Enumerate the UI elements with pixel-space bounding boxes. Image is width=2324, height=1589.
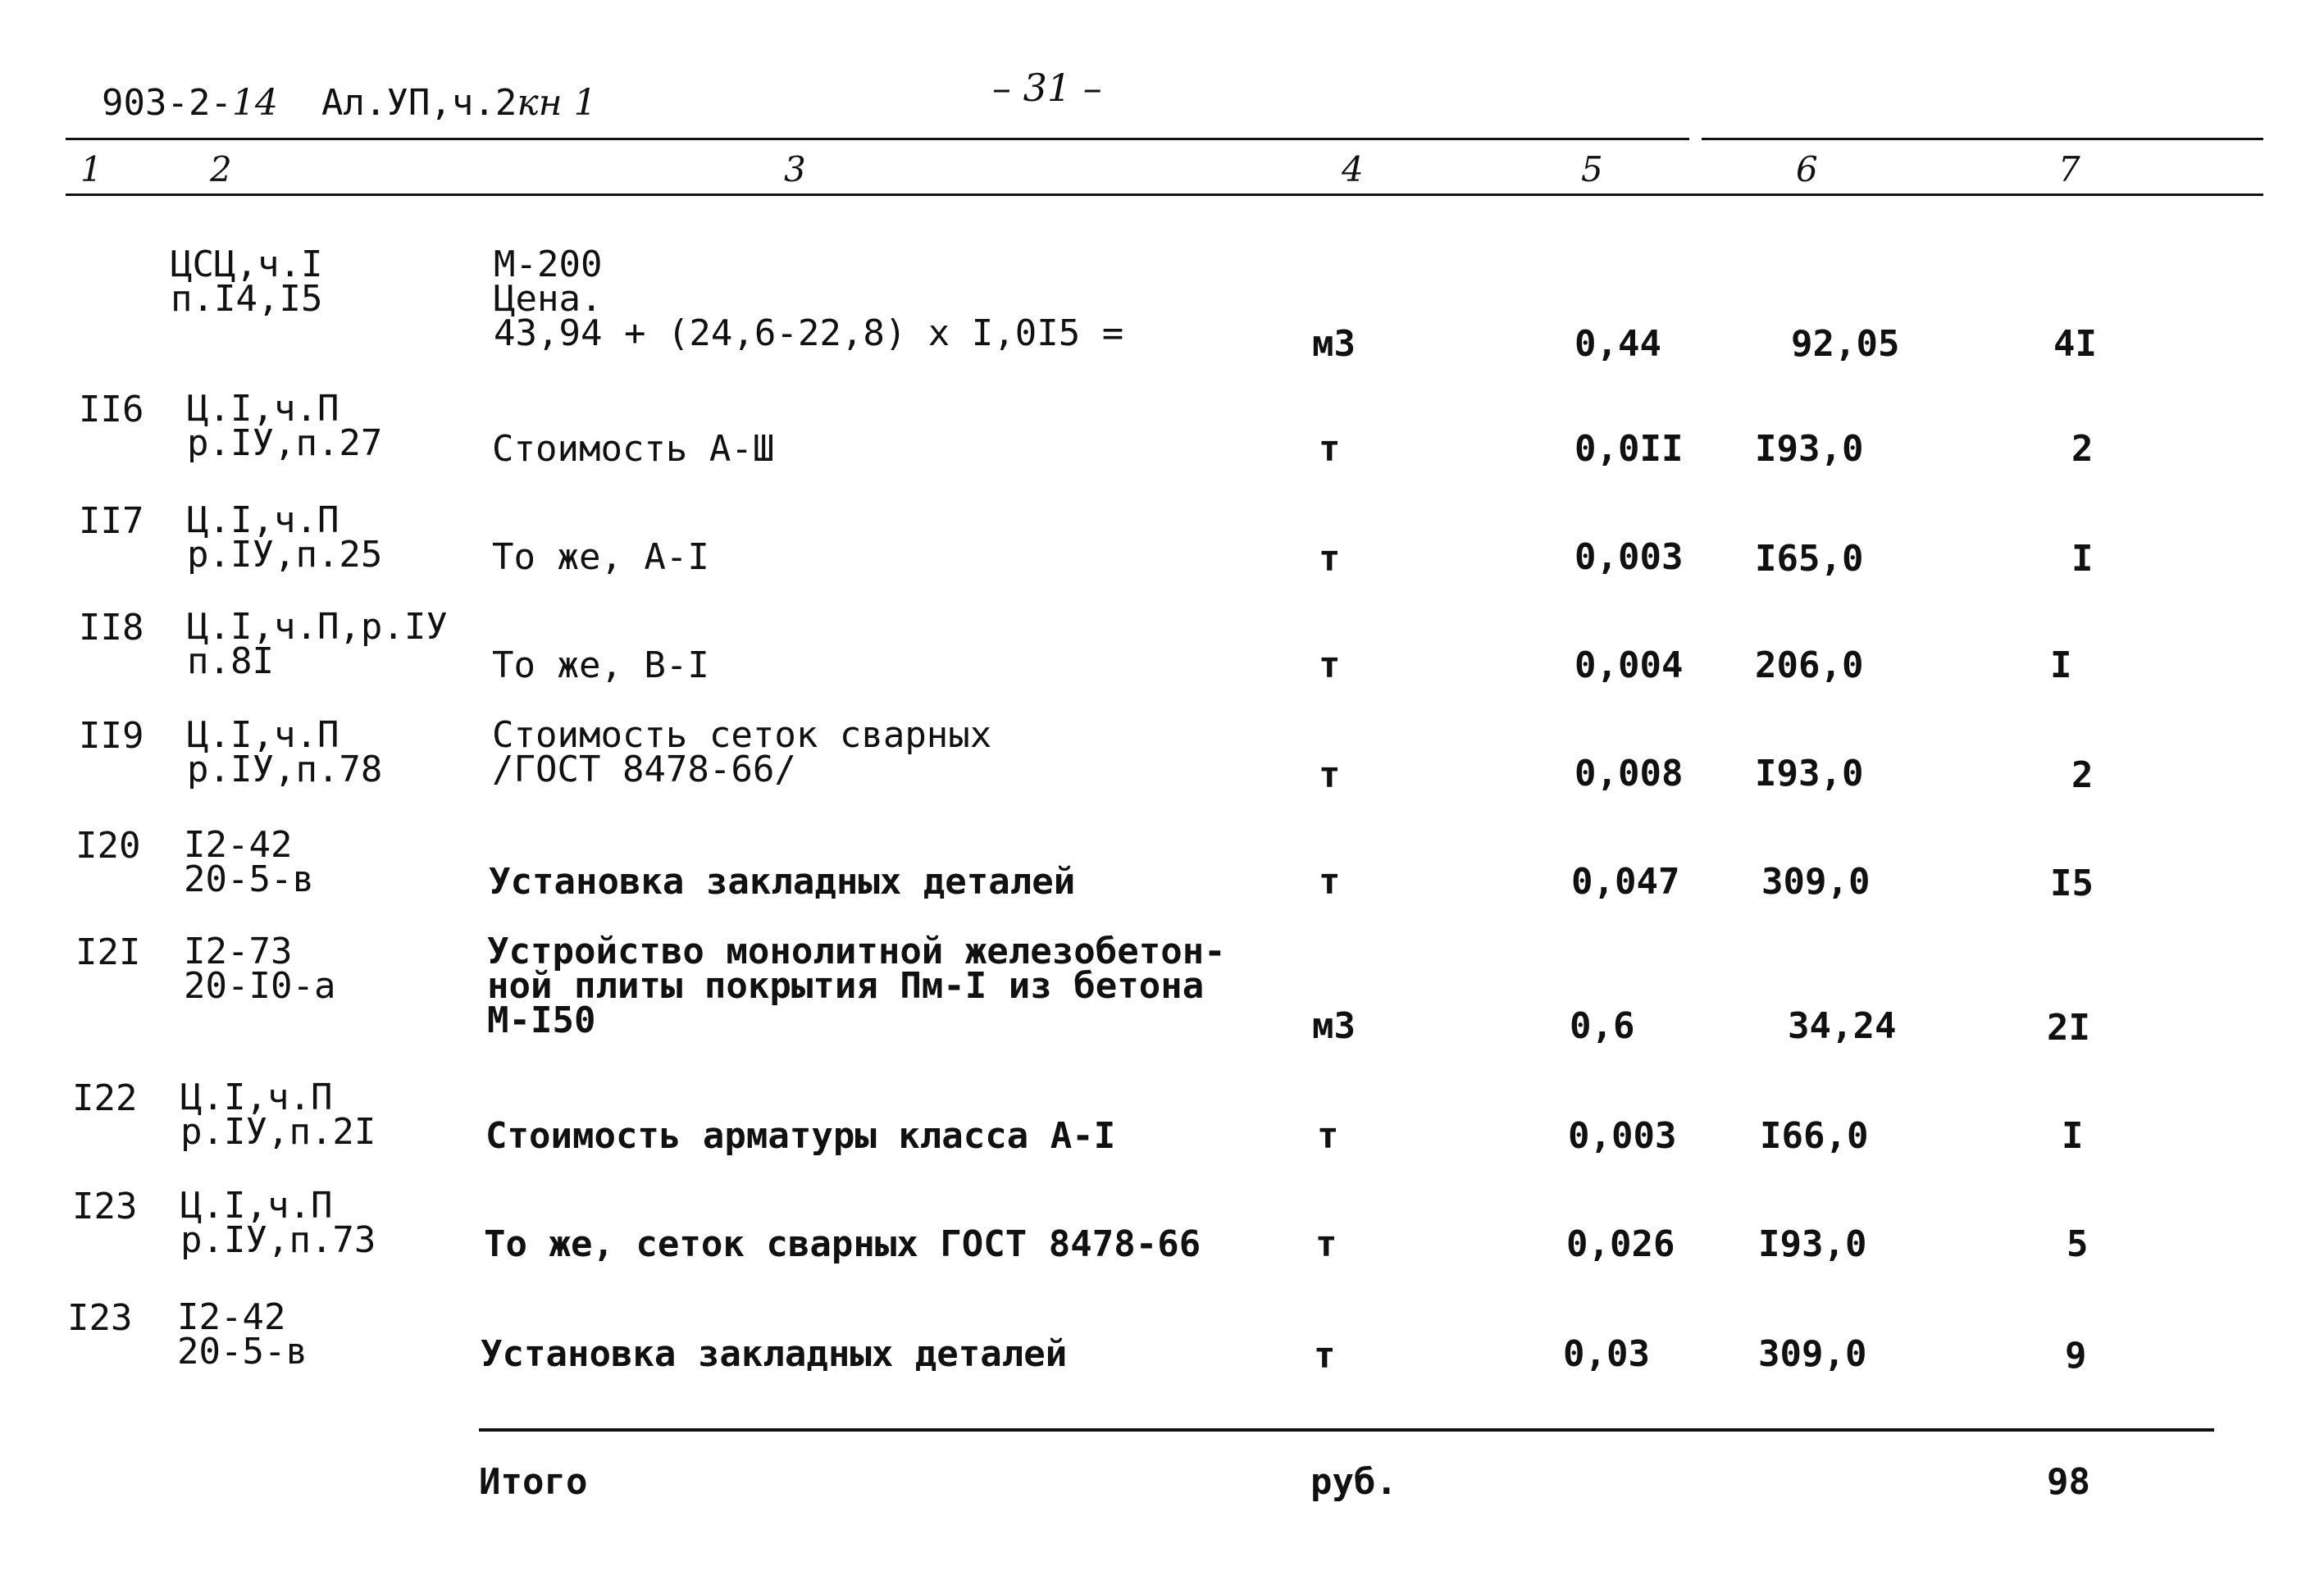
table-row-number: I20: [75, 825, 141, 867]
table-row-ref: ЦСЦ,ч.I п.I4,I5: [171, 244, 323, 320]
table-row-price: 309,0: [1761, 861, 1871, 903]
table-row-ref: Ц.I,ч.П р.IУ,п.2I: [180, 1077, 376, 1153]
table-row-qty: 0,03: [1563, 1333, 1650, 1375]
table-row-total: I: [2062, 1115, 2084, 1157]
table-row-desc: То же, В-I: [492, 644, 709, 686]
table-row-price: I65,0: [1755, 538, 1864, 580]
table-row-desc: То же, сеток сварных ГОСТ 8478-66: [484, 1223, 1201, 1265]
table-row-desc: Установка закладных деталей: [481, 1333, 1068, 1375]
table-row-price: 92,05: [1791, 323, 1900, 365]
table-row-price: I66,0: [1760, 1115, 1869, 1157]
column-number-1: 1: [80, 149, 103, 189]
table-row-number: II9: [79, 715, 144, 757]
table-row-unit: м3: [1312, 1005, 1356, 1047]
album-handwritten: кн 1: [517, 82, 597, 124]
table-row-unit: т: [1319, 861, 1341, 903]
table-row-total: 2I: [2047, 1007, 2090, 1049]
table-row-total: 2: [2071, 754, 2094, 796]
table-row-ref: Ц.I,ч.П р.IУ,п.25: [187, 499, 383, 576]
table-row-price: 309,0: [1758, 1333, 1867, 1375]
table-row-price: 34,24: [1788, 1005, 1897, 1047]
table-row-desc: То же, А-I: [492, 536, 709, 578]
table-row-unit: т: [1319, 754, 1341, 796]
table-row-qty: 0,6: [1570, 1005, 1635, 1047]
table-row-qty: 0,44: [1574, 323, 1661, 365]
table-row-qty: 0,003: [1568, 1115, 1677, 1157]
table-row-number: II6: [79, 389, 144, 430]
column-number-7: 7: [2058, 149, 2080, 189]
column-number-4: 4: [1342, 149, 1364, 189]
table-row-price: I93,0: [1755, 428, 1864, 470]
column-number-6: 6: [1796, 149, 1818, 189]
table-row-total: 4I: [2053, 323, 2097, 365]
table-row-ref: Ц.I,ч.П р.IУ,п.78: [187, 714, 383, 790]
table-row-unit: т: [1317, 1115, 1339, 1157]
table-row-qty: 0,0II: [1574, 428, 1684, 470]
table-row-qty: 0,004: [1574, 644, 1684, 686]
table-row-number: II7: [79, 500, 144, 542]
table-row-number: I2I: [75, 931, 141, 973]
table-row-total: I: [2071, 538, 2094, 580]
table-row-desc: Установка закладных деталей: [489, 861, 1076, 903]
table-row-price: I93,0: [1758, 1223, 1867, 1265]
table-row-unit: т: [1314, 1335, 1336, 1377]
table-row-desc: Стоимость А-Ш: [492, 428, 775, 470]
table-row-qty: 0,008: [1574, 753, 1684, 794]
table-row-unit: т: [1319, 644, 1341, 686]
column-number-5: 5: [1581, 149, 1603, 189]
table-row-desc: Стоимость арматуры класса А-I: [485, 1115, 1116, 1157]
table-row-qty: 0,003: [1574, 536, 1684, 578]
table-row-desc: Устройство монолитной железобетон- ной плиты покрытия Пм-I из бетона М-I50: [487, 931, 1226, 1041]
total-value: 98: [2047, 1461, 2090, 1503]
table-row-qty: 0,047: [1571, 861, 1680, 903]
table-row-total: I: [2050, 644, 2072, 686]
table-row-ref: I2-42 20-5-в: [184, 824, 314, 900]
table-row-unit: т: [1319, 538, 1341, 580]
table-row-unit: м3: [1312, 323, 1356, 365]
doc-code-number: 903-2-: [102, 82, 232, 124]
column-number-3: 3: [784, 149, 806, 189]
page-number: – 31 –: [992, 66, 1102, 110]
header-bottom-rule: [66, 194, 2263, 196]
column-number-2: 2: [210, 149, 232, 189]
table-row-price: I93,0: [1755, 753, 1864, 794]
total-unit: руб.: [1310, 1461, 1397, 1503]
header-top-rule: [66, 138, 1689, 140]
table-row-ref: I2-73 20-I0-а: [184, 931, 336, 1007]
table-row-unit: т: [1315, 1223, 1337, 1265]
table-row-number: I23: [67, 1297, 133, 1339]
total-rule: [479, 1428, 2214, 1432]
table-row-unit: т: [1319, 428, 1341, 470]
table-row-price: 206,0: [1755, 644, 1864, 686]
doc-code-handwritten: 14: [231, 82, 278, 124]
document-code: [102, 82, 597, 124]
table-row-desc: М-200 Цена. 43,94 + (24,6-22,8) х I,0I5 =: [494, 244, 1124, 354]
table-row-number: I23: [72, 1186, 138, 1227]
table-row-ref: I2-42 20-5-в: [177, 1296, 308, 1373]
table-row-ref: Ц.I,ч.П р.IУ,п.27: [187, 388, 383, 464]
table-row-qty: 0,026: [1566, 1223, 1675, 1265]
header-top-rule-right: [1702, 138, 2263, 140]
table-row-number: II8: [79, 607, 144, 649]
album-label: Ал.УП,ч.2: [321, 82, 517, 124]
table-row-number: I22: [72, 1077, 138, 1119]
table-row-total: 9: [2065, 1335, 2087, 1377]
table-row-total: I5: [2050, 863, 2094, 904]
table-row-ref: Ц.I,ч.П,р.IУ п.8I: [187, 606, 448, 682]
table-row-desc: Стоимость сеток сварных /ГОСТ 8478-66/: [492, 714, 992, 790]
table-row-total: 2: [2071, 428, 2094, 470]
table-row-total: 5: [2067, 1223, 2089, 1265]
table-row-ref: Ц.I,ч.П р.IУ,п.73: [180, 1185, 376, 1261]
total-label: Итого: [479, 1461, 588, 1503]
